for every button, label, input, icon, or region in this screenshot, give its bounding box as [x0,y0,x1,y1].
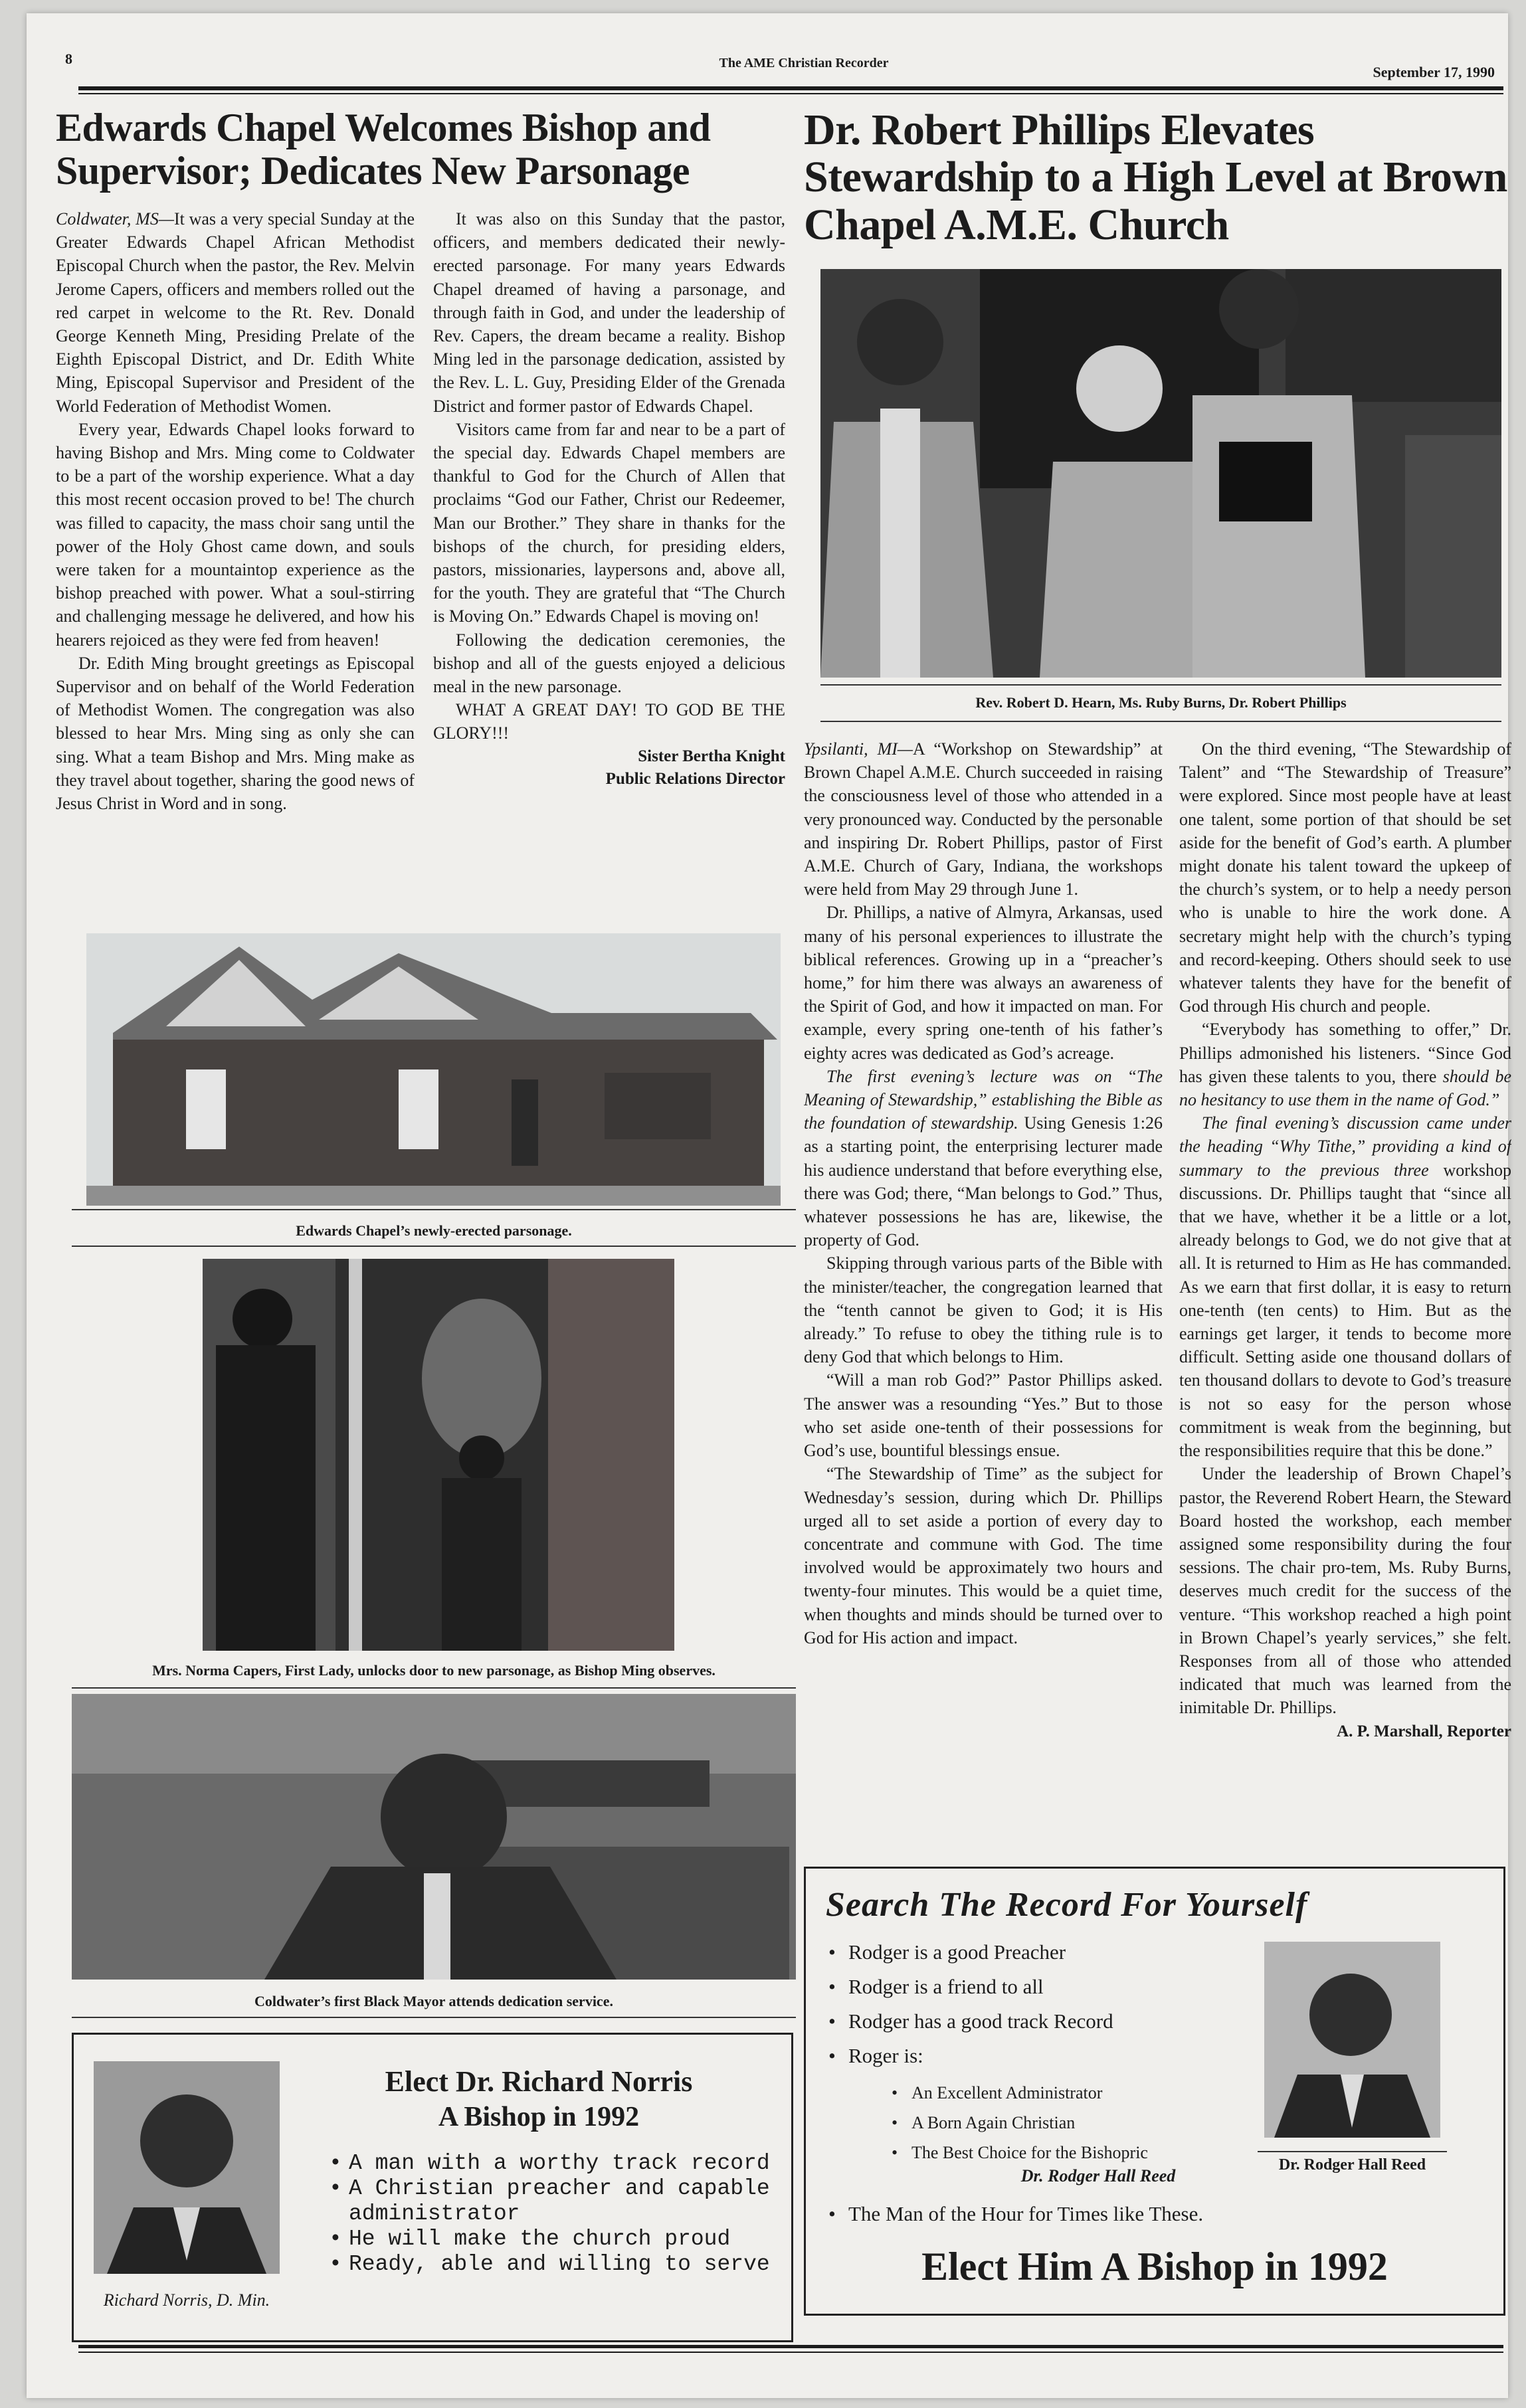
article1-closing: WHAT A GREAT DAY! TO GOD BE THE GLORY!!! [433,700,785,743]
article1-paragraph: Following the dedication ceremonies, the bishop and all of the guests enjoyed a delicious meal in the new parsonage. [433,630,785,697]
mayor-caption: Coldwater’s first Black Mayor attends dedication service. [254,1993,613,2009]
caption-rule [820,684,1501,686]
norris-bullet: • A Christian preacher and capable administrator [326,2176,778,2227]
reed-bullet: • Roger is: [826,2039,1238,2073]
footer-rule-thin [78,2352,1503,2353]
norris-ad [72,2033,793,2342]
reed-ad [804,1867,1505,2316]
footer-rule [78,2345,1503,2348]
mayor-photo [72,1694,796,1980]
article1-column-2 [433,207,785,931]
caption-rule [820,721,1501,722]
parsonage-door-photo [203,1259,674,1651]
caption-rule [72,2017,796,2018]
norris-bullet: • A man with a worthy track record [326,2151,778,2176]
page-number: 8 [65,50,72,67]
article1-author: Sister Bertha Knight [638,747,785,765]
article1-author-title: Public Relations Director [605,769,785,788]
reed-bullet: • Rodger is a friend to all [826,1970,1238,2004]
article1-paragraph: It was also on this Sunday that the pastor, officers, and members dedicated their newly-erected parsonage. For many years Edwards Chapel dreamed of having a parsonage, and through faith in God, and under the leadership of Rev. Capers, the dream became a reality. Bishop Ming led in the parsonage dedication, assisted by the Rev. L. L. Guy, Presiding Elder of the Grenada District and former pastor of Edwards Chapel. [433,209,785,416]
article2-paragraph: Using Genesis 1:26 as a starting point, the enterprising lecturer made his audience understand that before everything else, there was God; there, “Man belongs to God.” Thus, whatever possessions he has are, likewise, the property of God. [804,1113,1163,1250]
article2-paragraph-italic: The final evening’s discussion came under the heading “Why Tithe,” providing a kind of summary to the previous three [1179,1113,1511,1180]
phillips-group-photo [820,269,1501,678]
article2-paragraph: workshop discussions. Dr. Phillips taught that “since all that we have, whether it be a little or a lot, already belongs to God, we do not give that at all. It is returned to Him as He has commanded. As we earn that first dollar, it is easy to return one-tenth (ten cents) to Him. But as the earnings get larger, it tends to become more difficult. Setting aside one thousand dollars of ten thousand dollars to devote to God’s treasure is not so easy for the person whose commitment is weak from the beginning, but the responsibilities require that this be done.” [1179,1160,1511,1461]
article2-paragraph: “Will a man rob God?” Pastor Phillips asked. The answer was a resounding “Yes.” But to those who set aside one-tenth of their possessions for God’s use, bountiful blessings ensue. [804,1370,1163,1461]
reed-name-italic: Dr. Rodger Hall Reed [1020,2166,1176,2185]
reed-sub-bullet-list [889,2078,1261,2168]
parsonage-caption: Edwards Chapel’s newly-erected parsonage. [296,1222,572,1239]
reed-sub-bullet: • An Excellent Administrator [889,2078,1261,2108]
parsonage-photo [86,933,781,1206]
norris-photo [94,2061,280,2274]
norris-bullet: • He will make the church proud [326,2227,778,2252]
norris-photo-caption: Richard Norris, D. Min. [103,2290,270,2310]
article1-headline: Edwards Chapel Welcomes Bishop and Supervisor; Dedicates New Parsonage [56,106,711,193]
article2-paragraph: On the third evening, “The Stewardship of Talent” and “The Stewardship of Treasure” were explored. Since most people have at least one talent, some portion of that should be set aside for the benefit of God’s earth. A plumber might donate his talent toward the upkeep of the church’s system, or to help a needy person who is unable to hire the work done. A secretary might help with the church’s typing and record-keeping. Others should seek to use whatever talents they have for the benefit of God through His church and people. [1179,739,1511,1016]
article1-dateline: Coldwater, MS— [56,209,174,229]
article2-reporter: A. P. Marshall, Reporter [1337,1722,1511,1740]
article2-paragraph: Dr. Phillips, a native of Almyra, Arkansas, used many of his personal experiences to illustrate the biblical references. Growing up in a “preacher’s home,” for him there was always an awareness of the Spirit of God, and how it impacted on man. For example, every spring one-tenth of his father’s eighty acres was dedicated as God’s acreage. [804,903,1163,1063]
article2-paragraph: Under the leadership of Brown Chapel’s pastor, the Reverend Robert Hearn, the Steward Board hosted the workshop, each member assigned some responsibility during the four sessions. The chair pro-tem, Ms. Ruby Burns, deserves much credit for the success of the venture. “This workshop reached a high point in Brown Chapel’s yearly services,” she felt. Responses from all of those who attended indicated that much was learned from the inimitable Dr. Phillips. [1179,1464,1511,1718]
reed-bullet: • Rodger is a good Preacher [826,1935,1238,1970]
reed-photo-caption: Dr. Rodger Hall Reed [1258,2151,1447,2174]
publication-name: The AME Christian Recorder [719,56,889,70]
article2-paragraph: A “Workshop on Stewardship” at Brown Chapel A.M.E. Church succeeded in raising the consciousness level of those who attended in a very pronounced way. Conducted by the personable and inspiring Dr. Robert Phillips, pastor of First A.M.E. Church of Gary, Indiana, the workshops were held from May 29 through June 1. [804,739,1163,899]
norris-ad-subtitle: A Bishop in 1992 [438,2102,640,2132]
norris-bullet: • Ready, able and willing to serve [326,2252,778,2277]
reed-last-bullet-list [826,2201,1304,2227]
article2-paragraph-italic: should be no hesitancy to use them in the name of God.” [1179,1066,1511,1110]
caption-rule [72,1209,796,1210]
norris-ad-title: Elect Dr. Richard Norris [385,2065,693,2098]
reed-bullet: • Rodger has a good track Record [826,2004,1238,2039]
door-caption: Mrs. Norma Capers, First Lady, unlocks door to new parsonage, as Bishop Ming observes. [152,1662,715,1679]
caption-rule [72,1687,796,1689]
reed-ad-title: Search The Record For Yourself [826,1886,1308,1924]
caption-rule [72,1246,796,1247]
norris-bullet-list [326,2151,778,2277]
phillips-photo-caption: Rev. Robert D. Hearn, Ms. Ruby Burns, Dr. Robert Phillips [975,694,1347,711]
newspaper-page [27,13,1511,2398]
article2-paragraph: “The Stewardship of Time” as the subject for Wednesday’s session, during which Dr. Phillips urged all to set aside a portion of every day to concentrate and commune with God. The time involved would be approximately two hours and twenty-four minutes. This would be a quiet time, when thoughts and minds should be turned over to God for His action and impact. [804,1464,1163,1647]
header-rule [78,86,1503,90]
reed-bullet-list [826,1935,1238,2073]
reed-sub-bullet: • A Born Again Christian [889,2108,1261,2138]
reed-photo [1264,1942,1440,2138]
header-rule-thin [78,93,1503,94]
article2-paragraph: “Everybody has something to offer,” Dr. Phillips admonished his listeners. “Since God has given these talents to you, there [1179,1020,1511,1086]
article2-paragraph: Skipping through various parts of the Bible with the minister/teacher, the congregation learned that the “tenth cannot be given to God; it is His already.” To refuse to obey the tithing rule is to deny God that which belongs to Him. [804,1253,1163,1367]
article2-dateline: Ypsilanti, MI— [804,739,913,759]
article1-paragraph: Every year, Edwards Chapel looks forward to having Bishop and Mrs. Ming come to Coldwater to be a part of the worship experience. What a day this most recent occasion proved to be! The church was filled to capacity, the mass choir sang until the power of the Holy Ghost came down, and souls were taken for a mountaintop experience as the bishop preached with power. What a soul-stirring and challenging message he delivered, and how his hearers rejoiced as they were fed from heaven! [56,419,415,650]
article2-column-2 [1179,737,1511,1860]
issue-date: September 17, 1990 [1373,64,1495,80]
article2-column-1 [804,737,1163,1847]
article2-headline: Dr. Robert Phillips Elevates Stewardship to a High Level at Brown Chapel A.M.E. Church [804,106,1507,249]
reed-ad-closing: Elect Him A Bishop in 1992 [921,2245,1388,2288]
reed-bullet: • The Man of the Hour for Times like These. [826,2201,1304,2227]
article2-paragraph-italic: The first evening’s lecture was on “The Meaning of Stewardship,” establishing the Bible as the foundation of stewardship. [804,1066,1163,1133]
article1-paragraph: It was a very special Sunday at the Greater Edwards Chapel African Methodist Episcopal Church when the pastor, the Rev. Melvin Jerome Capers, officers and members rolled out the red carpet in welcome to the Rt. Rev. Donald George Kenneth Ming, Presiding Prelate of the Eighth Episcopal District, and Dr. Edith White Ming, Episcopal Supervisor and President of the World Federation of Methodist Women. [56,209,415,416]
article1-paragraph: Dr. Edith Ming brought greetings as Episcopal Supervisor and on behalf of the World Federation of Methodist Women. The congregation was also blessed to hear Mrs. Ming sing as only she can sing. What a team Bishop and Mrs. Ming make as they travel about together, sharing the good news of Jesus Christ in Word and in song. [56,653,415,814]
article1-paragraph: Visitors came from far and near to be a part of the special day. Edwards Chapel members are thankful to God for the Church of Allen that proclaims “God our Father, Christ our Redeemer, Man our Brother.” They share in thanks for the bishops of the church, for presiding elders, pastors, missionaries, laypersons and, above all, for the youth. They are grateful that “The Church is Moving On.” Edwards Chapel is moving on! [433,419,785,626]
article1-column-1 [56,207,415,918]
reed-sub-bullet: • The Best Choice for the Bishopric [889,2138,1261,2168]
